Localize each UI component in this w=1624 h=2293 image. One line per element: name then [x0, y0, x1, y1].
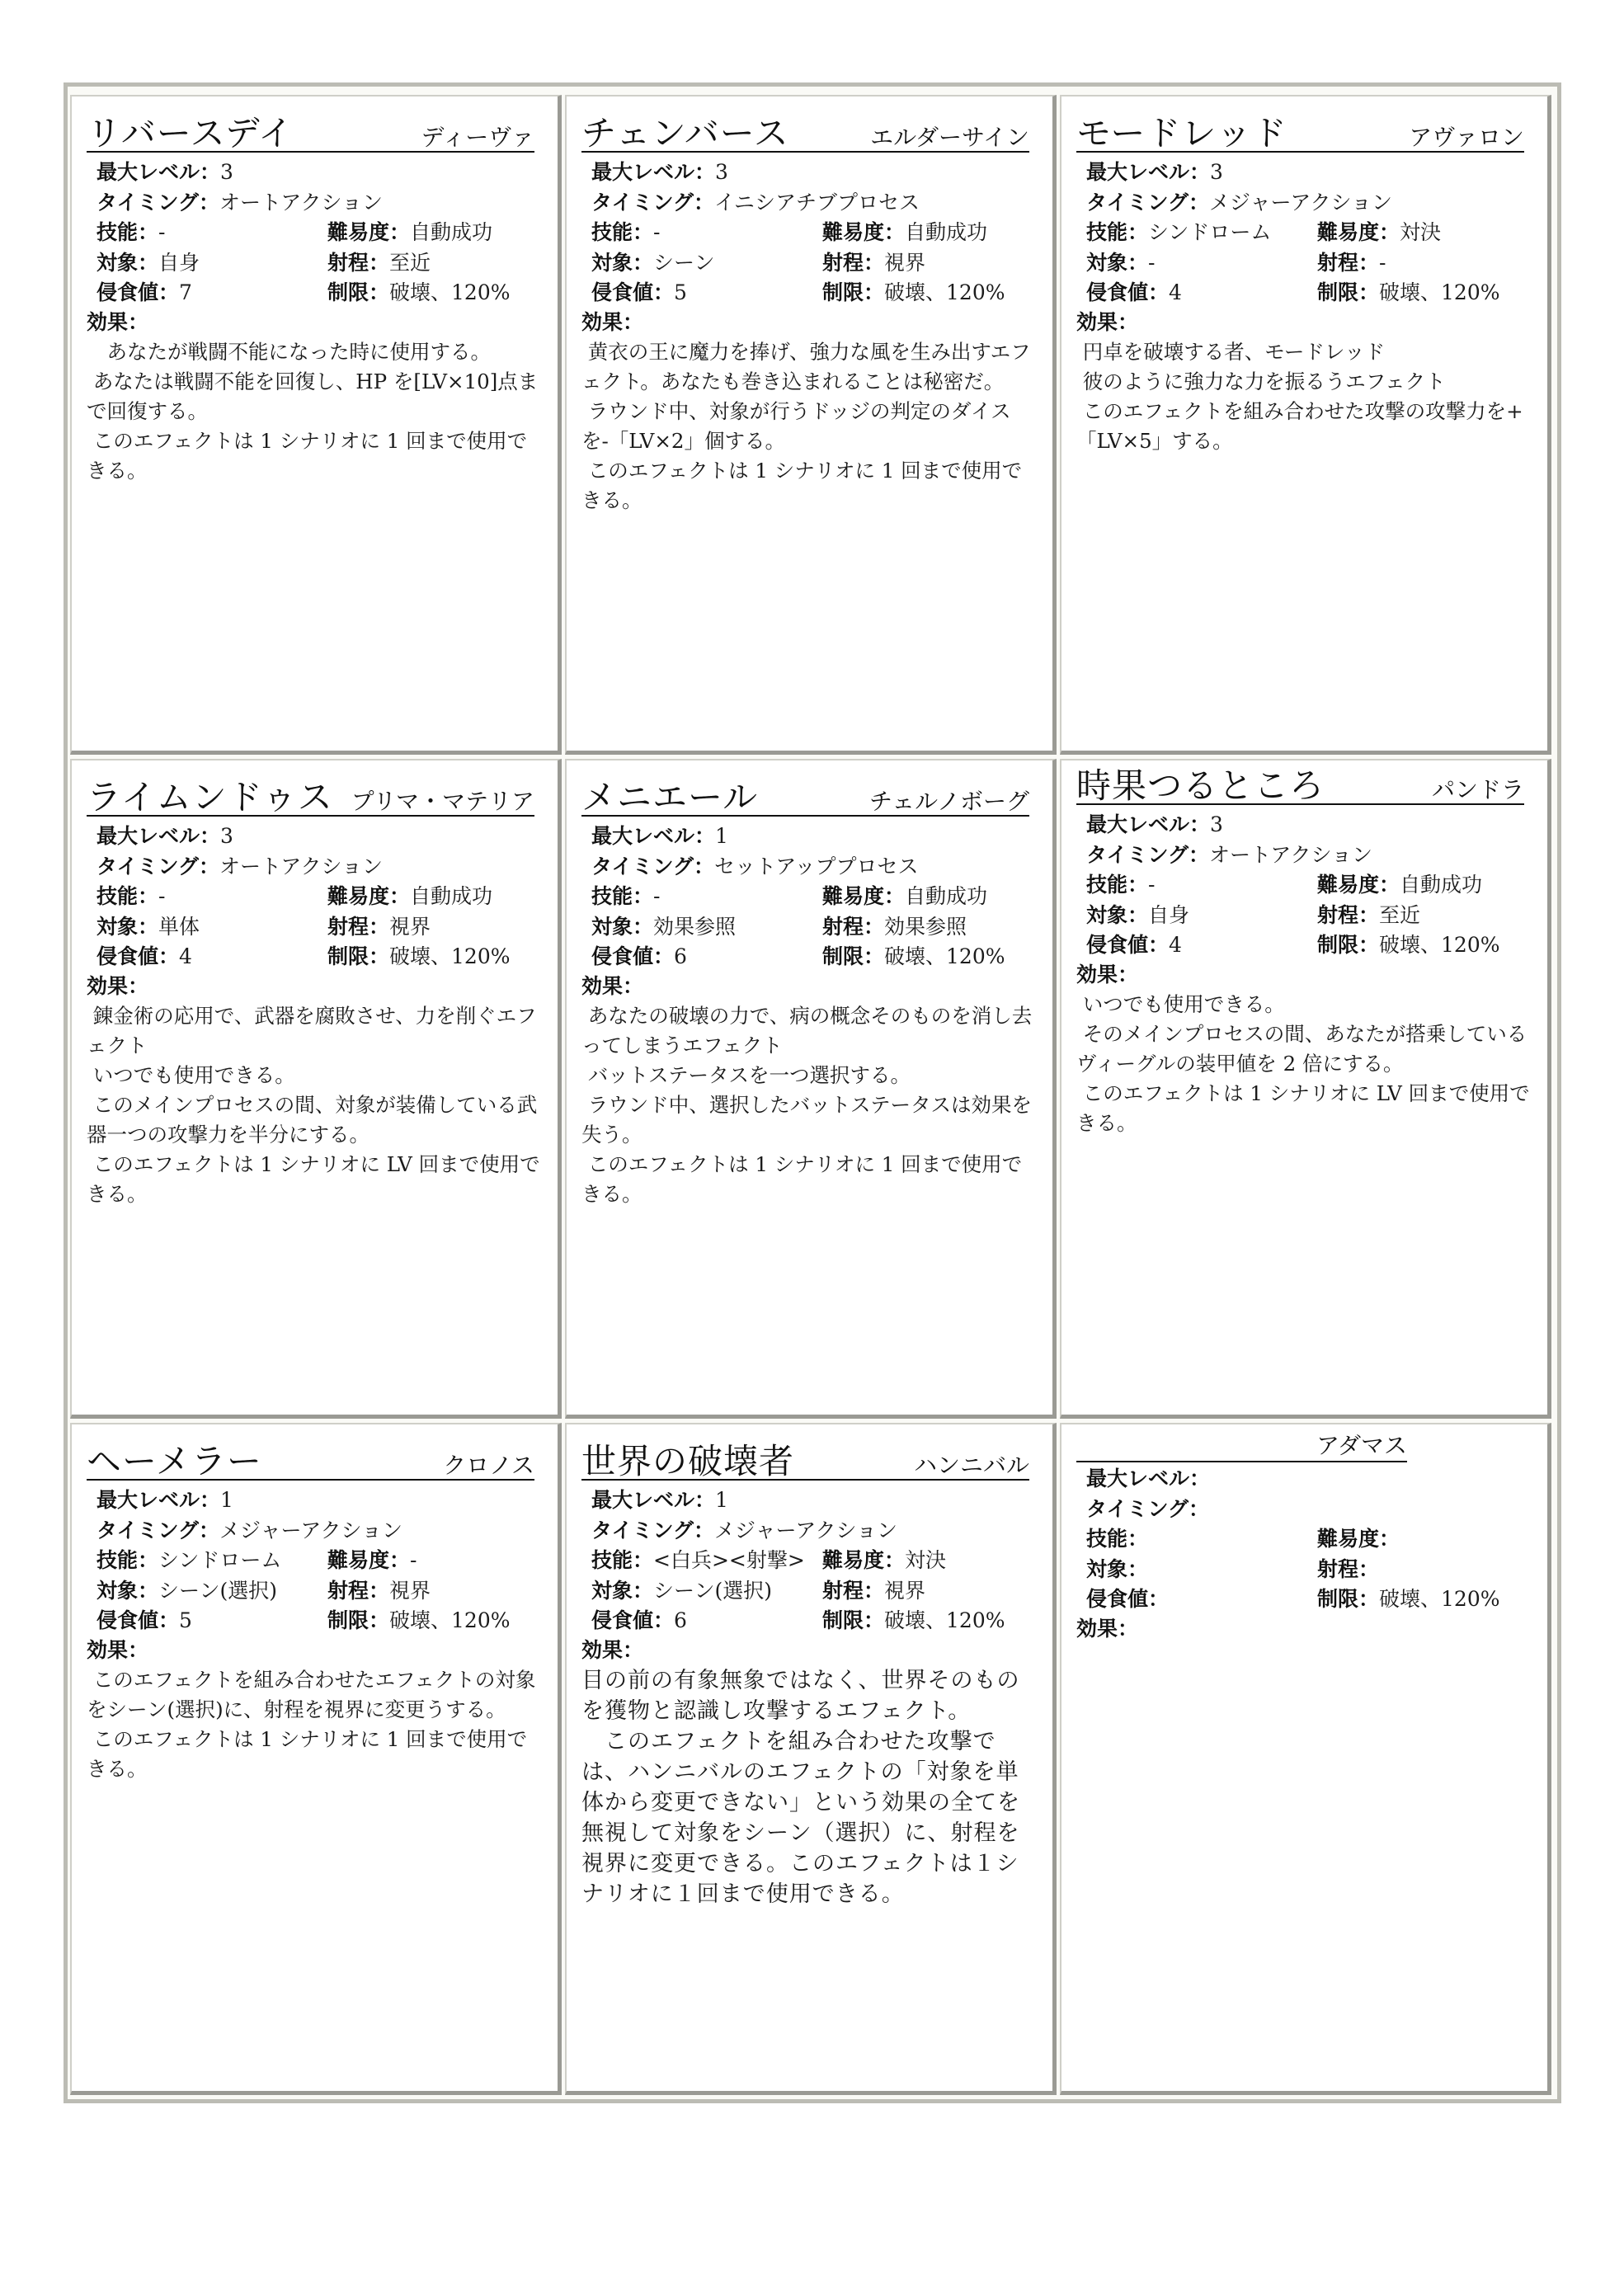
max-level-label: 最大レベル： — [1086, 160, 1211, 184]
erosion-value: 7 — [179, 280, 192, 304]
effect-line: いつでも使用できる。 — [87, 1063, 295, 1087]
card-owner: ハンニバル — [913, 1452, 1029, 1479]
difficulty-value: 自動成功 — [410, 220, 493, 244]
effect-label: 効果： — [87, 310, 149, 334]
target-label: 対象： — [96, 1578, 159, 1603]
effect-card-blank — [1060, 1423, 1551, 2095]
skill-value: - — [653, 884, 661, 908]
card-stats — [96, 822, 541, 972]
difficulty-label: 難易度： — [1317, 873, 1400, 897]
timing-label: タイミング： — [1086, 1496, 1210, 1521]
effect-text — [581, 1665, 1036, 1909]
erosion-label: 侵食値： — [96, 280, 180, 304]
card-name: ライムンドゥス — [87, 777, 333, 817]
erosion-label: 侵食値： — [1086, 1587, 1170, 1611]
timing-value: イニシアチブプロセス — [714, 190, 920, 214]
card-name: ヘーメラー — [87, 1441, 262, 1481]
card-name: 世界の破壊者 — [581, 1441, 795, 1481]
timing-label: タイミング： — [1086, 842, 1210, 867]
skill-value: シンドローム — [158, 1548, 282, 1572]
card-owner: プリマ・マテリア — [351, 788, 534, 815]
effect-line: あなたの破壊の力で、病の概念そのものを消し去ってしまうエフェクト — [581, 1004, 1033, 1057]
range-value: 視界 — [884, 250, 926, 275]
range-value: 視界 — [389, 914, 431, 939]
effect-text — [1076, 337, 1531, 456]
card-owner: クロノス — [443, 1452, 534, 1479]
skill-label: 技能： — [96, 1548, 159, 1572]
difficulty-value: - — [410, 1548, 417, 1572]
difficulty-value: 対決 — [905, 1548, 947, 1572]
max-level-label: 最大レベル： — [591, 824, 716, 848]
target-value: 効果参照 — [653, 914, 737, 939]
card-name: 時果つるところ — [1076, 765, 1325, 806]
target-value: 単体 — [158, 914, 200, 939]
timing-value: メジャーアクション — [219, 1518, 403, 1542]
card-name: チェンバース — [581, 113, 789, 153]
card-header — [581, 760, 1029, 817]
effect-text — [87, 1665, 541, 1784]
range-value: 視界 — [389, 1578, 431, 1603]
effect-line: そのメインプロセスの間、あなたが搭乗しているヴィーグルの装甲値を 2 倍にする。 — [1076, 1022, 1528, 1076]
range-value: 至近 — [389, 250, 431, 275]
effect-line: いつでも使用できる。 — [1076, 992, 1285, 1016]
difficulty-label: 難易度： — [327, 1548, 411, 1572]
effect-card — [1060, 759, 1551, 1419]
erosion-label: 侵食値： — [1086, 933, 1170, 957]
target-value: 自身 — [1148, 902, 1190, 927]
card-owner: アヴァロン — [1409, 124, 1524, 151]
effect-line: 彼のように強力な力を振るうエフェクト — [1076, 370, 1446, 393]
timing-value: メジャーアクション — [714, 1518, 898, 1542]
card-owner: エルダーサイン — [870, 124, 1029, 151]
card-header — [87, 1424, 534, 1481]
difficulty-label: 難易度： — [1317, 220, 1400, 244]
effect-line: 錬金術の応用で、武器を腐敗させ、力を削ぐエフェクト — [87, 1004, 537, 1057]
effect-line: このエフェクトを組み合わせた攻撃の攻撃力を+「LV×5」する。 — [1076, 399, 1523, 453]
range-label: 射程： — [327, 1578, 390, 1603]
timing-label: タイミング： — [591, 190, 715, 214]
range-label: 射程： — [327, 250, 390, 275]
skill-label: 技能： — [1086, 220, 1149, 244]
limit-label: 制限： — [327, 944, 390, 968]
limit-label: 制限： — [327, 1608, 390, 1632]
card-stats — [96, 1486, 541, 1636]
effect-text — [87, 337, 541, 486]
card-name: リバースデイ — [87, 113, 294, 153]
erosion-value: 4 — [1169, 933, 1182, 957]
erosion-label: 侵食値： — [96, 1608, 180, 1632]
max-level-label: 最大レベル： — [96, 824, 221, 848]
range-label: 射程： — [822, 250, 885, 275]
limit-label: 制限： — [1317, 1587, 1380, 1611]
card-owner: ディーヴァ — [421, 124, 534, 151]
skill-label: 技能： — [1086, 873, 1149, 897]
effect-label: 効果： — [581, 310, 644, 334]
card-name: モードレッド — [1076, 113, 1287, 153]
timing-label: タイミング： — [591, 1518, 715, 1542]
erosion-value: 6 — [674, 944, 687, 968]
effect-label: 効果： — [1076, 1617, 1139, 1641]
limit-value: 破壊、120% — [884, 944, 1005, 968]
card-header — [87, 97, 534, 153]
difficulty-value: 自動成功 — [905, 220, 988, 244]
effect-line: このメインプロセスの間、対象が装備している武器一つの攻撃力を半分にする。 — [87, 1093, 538, 1146]
effect-card — [565, 95, 1057, 755]
card-stats — [96, 158, 541, 308]
effect-line: このエフェクトは 1 シナリオに 1 回まで使用できる。 — [581, 459, 1023, 512]
target-label: 対象： — [591, 1578, 654, 1603]
card-owner: チェルノボーグ — [868, 788, 1029, 815]
difficulty-label: 難易度： — [327, 220, 411, 244]
card-header — [87, 760, 534, 817]
skill-label: 技能： — [591, 884, 654, 908]
effect-card — [565, 1423, 1057, 2095]
effect-line: 円卓を破壊する者、モードレッド — [1076, 340, 1386, 364]
timing-label: タイミング： — [96, 190, 220, 214]
erosion-value: 5 — [674, 280, 687, 304]
card-name: メニエール — [581, 777, 759, 817]
card-header — [581, 97, 1029, 153]
difficulty-value: 自動成功 — [1400, 873, 1483, 897]
card-stats — [1086, 810, 1531, 961]
target-label: 対象： — [1086, 250, 1149, 275]
difficulty-value: 対決 — [1400, 220, 1442, 244]
card-header — [1076, 760, 1524, 805]
effect-line: あなたが戦闘不能になった時に使用する。 — [87, 340, 491, 364]
max-level-value: 1 — [220, 1488, 233, 1512]
effect-text — [87, 1001, 541, 1209]
effect-card — [565, 759, 1057, 1419]
card-stats — [591, 822, 1036, 972]
erosion-label: 侵食値： — [591, 1608, 675, 1632]
timing-label: タイミング： — [1086, 190, 1210, 214]
erosion-value: 4 — [179, 944, 192, 968]
skill-value: シンドローム — [1148, 220, 1272, 244]
target-label: 対象： — [96, 250, 159, 275]
effect-line: このエフェクトは 1 シナリオに LV 回まで使用できる。 — [1076, 1081, 1530, 1135]
limit-label: 制限： — [1317, 280, 1380, 304]
effect-label: 効果： — [581, 974, 644, 998]
max-level-label: 最大レベル： — [591, 160, 716, 184]
difficulty-label: 難易度： — [822, 884, 906, 908]
max-level-label: 最大レベル： — [1086, 1467, 1211, 1490]
limit-value: 破壊、120% — [884, 1608, 1005, 1632]
effect-label: 効果： — [1076, 310, 1139, 334]
skill-value: - — [158, 220, 166, 244]
max-level-value: 3 — [220, 824, 233, 848]
effect-line: 目の前の有象無象ではなく、世界そのものを獲物と認識し攻撃するエフェクト。 — [581, 1668, 1020, 1724]
difficulty-value: 自動成功 — [410, 884, 493, 908]
effect-card — [70, 759, 562, 1419]
effect-text — [581, 1001, 1036, 1209]
range-label: 射程： — [1317, 1556, 1380, 1581]
card-owner: パンドラ — [1431, 776, 1524, 803]
range-label: 射程： — [822, 1578, 885, 1603]
effect-label: 効果： — [87, 974, 149, 998]
max-level-value: 3 — [1210, 160, 1223, 184]
skill-value: - — [1148, 873, 1156, 897]
target-label: 対象： — [1086, 1556, 1149, 1581]
target-label: 対象： — [591, 914, 654, 939]
effect-line: このエフェクトは 1 シナリオに 1 回まで使用できる。 — [87, 429, 528, 483]
target-value: 自身 — [158, 250, 200, 275]
range-label: 射程： — [1317, 250, 1380, 275]
max-level-value: 3 — [715, 160, 728, 184]
effect-text — [581, 337, 1036, 516]
erosion-value: 6 — [674, 1608, 687, 1632]
target-value: シーン — [653, 250, 715, 275]
max-level-value: 1 — [715, 824, 728, 848]
difficulty-label: 難易度： — [1317, 1527, 1400, 1551]
timing-label: タイミング： — [591, 854, 715, 878]
max-level-label: 最大レベル： — [1086, 812, 1211, 836]
skill-label: 技能： — [591, 220, 654, 244]
effect-line: このエフェクトを組み合わせた攻撃では、ハンニバルのエフェクトの「対象を単体から変更できない」という効果の全てを無視して対象をシーン（選択）に、射程を視界に変更できる。このエフェクトは１シナリオに１回まで使用できる。 — [581, 1729, 1020, 1907]
target-value: シーン(選択) — [653, 1578, 773, 1603]
max-level-label: 最大レベル： — [591, 1488, 716, 1512]
timing-value: メジャーアクション — [1209, 190, 1393, 214]
limit-label: 制限： — [327, 280, 390, 304]
effect-card — [70, 95, 562, 755]
max-level-value: 3 — [220, 160, 233, 184]
effect-line: このエフェクトを組み合わせたエフェクトの対象をシーン(選択)に、射程を視界に変更うする。 — [87, 1668, 536, 1721]
max-level-value: 3 — [1210, 812, 1223, 836]
erosion-value: 5 — [179, 1608, 192, 1632]
effect-line: ラウンド中、対象が行うドッジの判定のダイスを-「LV×2」個する。 — [581, 399, 1011, 453]
range-label: 射程： — [327, 914, 390, 939]
effect-line: このエフェクトは 1 シナリオに 1 回まで使用できる。 — [581, 1152, 1023, 1206]
limit-value: 破壊、120% — [884, 280, 1005, 304]
limit-label: 制限： — [822, 1608, 885, 1632]
card-header — [1076, 97, 1524, 153]
card-sheet — [64, 82, 1561, 2103]
skill-label: 技能： — [591, 1548, 654, 1572]
range-value: - — [1379, 250, 1386, 275]
timing-value: セットアッププロセス — [714, 854, 919, 878]
range-value: 視界 — [884, 1578, 926, 1603]
skill-value: <白兵><射撃> — [653, 1548, 805, 1572]
difficulty-label: 難易度： — [327, 884, 411, 908]
effect-line: あなたは戦闘不能を回復し、HP を[LV×10]点まで回復する。 — [87, 370, 539, 423]
effect-label: 効果： — [1076, 963, 1139, 986]
limit-value: 破壊、120% — [1379, 280, 1500, 304]
timing-value: オートアクション — [1209, 842, 1373, 867]
effect-line: このエフェクトは 1 シナリオに LV 回まで使用できる。 — [87, 1152, 540, 1206]
erosion-label: 侵食値： — [1086, 280, 1170, 304]
card-stats — [591, 158, 1036, 308]
erosion-label: 侵食値： — [96, 944, 180, 968]
range-value: 効果参照 — [884, 914, 967, 939]
range-value: 至近 — [1379, 902, 1421, 927]
erosion-value: 4 — [1169, 280, 1182, 304]
card-stats — [591, 1486, 1036, 1636]
range-label: 射程： — [822, 914, 885, 939]
timing-label: タイミング： — [96, 854, 220, 878]
limit-value: 破壊、120% — [1379, 1587, 1500, 1611]
limit-label: 制限： — [822, 280, 885, 304]
effect-text — [1076, 990, 1531, 1138]
effect-card — [70, 1423, 562, 2095]
difficulty-label: 難易度： — [822, 220, 906, 244]
limit-value: 破壊、120% — [389, 1608, 511, 1632]
erosion-label: 侵食値： — [591, 944, 675, 968]
timing-value: オートアクション — [219, 854, 384, 878]
max-level-label: 最大レベル： — [96, 160, 221, 184]
effect-line: ラウンド中、選択したバットステータスは効果を失う。 — [581, 1093, 1033, 1146]
max-level-label: 最大レベル： — [96, 1488, 221, 1512]
target-label: 対象： — [591, 250, 654, 275]
max-level-value: 1 — [715, 1488, 728, 1512]
effect-line: バットステータスを一つ選択する。 — [581, 1063, 911, 1087]
card-stats — [1086, 1464, 1531, 1615]
skill-label: 技能： — [1086, 1527, 1149, 1551]
effect-card — [1060, 95, 1551, 755]
skill-label: 技能： — [96, 884, 159, 908]
limit-value: 破壊、120% — [389, 944, 511, 968]
card-header — [1076, 1424, 1407, 1462]
range-label: 射程： — [1317, 902, 1380, 927]
skill-value: - — [653, 220, 661, 244]
effect-line: このエフェクトは 1 シナリオに 1 回まで使用できる。 — [87, 1727, 528, 1781]
limit-value: 破壊、120% — [389, 280, 511, 304]
limit-value: 破壊、120% — [1379, 933, 1500, 957]
effect-label: 効果： — [87, 1638, 149, 1662]
timing-label: タイミング： — [96, 1518, 220, 1542]
target-label: 対象： — [1086, 902, 1149, 927]
timing-value: オートアクション — [219, 190, 384, 214]
target-label: 対象： — [96, 914, 159, 939]
card-header — [581, 1424, 1029, 1481]
limit-label: 制限： — [822, 944, 885, 968]
difficulty-value: 自動成功 — [905, 884, 988, 908]
card-stats — [1086, 158, 1531, 308]
difficulty-label: 難易度： — [822, 1548, 906, 1572]
target-value: - — [1148, 250, 1156, 275]
erosion-label: 侵食値： — [591, 280, 675, 304]
card-owner: アダマス — [1316, 1432, 1407, 1459]
target-value: シーン(選択) — [158, 1578, 278, 1603]
skill-label: 技能： — [96, 220, 159, 244]
skill-value: - — [158, 884, 166, 908]
effect-line: 黄衣の王に魔力を捧げ、強力な風を生み出すエフェクト。あなたも巻き込まれることは秘密だ。 — [581, 340, 1031, 393]
limit-label: 制限： — [1317, 933, 1380, 957]
effect-label: 効果： — [581, 1638, 644, 1662]
